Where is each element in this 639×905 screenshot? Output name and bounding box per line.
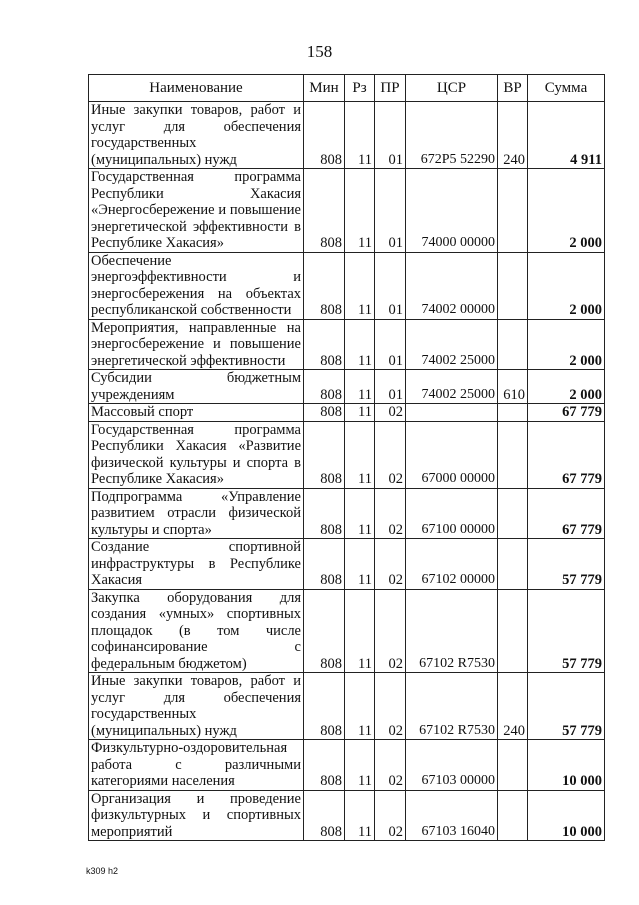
row-min: 808 bbox=[304, 370, 345, 404]
row-csr: 67100 00000 bbox=[406, 488, 498, 539]
row-vr bbox=[498, 404, 528, 422]
table-header-row bbox=[89, 75, 605, 102]
footer-code: k309 h2 bbox=[86, 866, 119, 876]
header-name: Наименование bbox=[89, 75, 304, 102]
row-vr: 240 bbox=[498, 673, 528, 740]
row-min: 808 bbox=[304, 102, 345, 169]
row-sum: 2 000 bbox=[528, 370, 605, 404]
row-csr: 67102 R7530 bbox=[406, 673, 498, 740]
row-vr bbox=[498, 539, 528, 590]
row-csr: 74000 00000 bbox=[406, 169, 498, 253]
row-rz: 11 bbox=[345, 539, 375, 590]
row-sum: 57 779 bbox=[528, 539, 605, 590]
table-row bbox=[89, 673, 605, 740]
row-csr bbox=[406, 404, 498, 422]
row-sum: 67 779 bbox=[528, 421, 605, 488]
row-name: Государственная программа Республики Хакасия «Развитие физической культуры и спорта в Республике Хакасия» bbox=[89, 421, 304, 488]
row-rz: 11 bbox=[345, 488, 375, 539]
row-name: Подпрограмма «Управление развитием отрасли физической культуры и спорта» bbox=[89, 488, 304, 539]
table-row bbox=[89, 488, 605, 539]
row-sum: 2 000 bbox=[528, 169, 605, 253]
row-rz: 11 bbox=[345, 740, 375, 791]
row-csr: 67103 00000 bbox=[406, 740, 498, 791]
row-pr: 02 bbox=[375, 488, 406, 539]
budget-table bbox=[88, 74, 605, 841]
row-min: 808 bbox=[304, 673, 345, 740]
table-row bbox=[89, 404, 605, 422]
row-pr: 02 bbox=[375, 421, 406, 488]
row-rz: 11 bbox=[345, 673, 375, 740]
header-vr: ВР bbox=[498, 75, 528, 102]
row-sum: 67 779 bbox=[528, 488, 605, 539]
row-min: 808 bbox=[304, 319, 345, 370]
row-vr: 610 bbox=[498, 370, 528, 404]
header-rz: Рз bbox=[345, 75, 375, 102]
row-sum: 57 779 bbox=[528, 673, 605, 740]
table-row bbox=[89, 589, 605, 673]
row-csr: 74002 25000 bbox=[406, 370, 498, 404]
row-csr: 67103 16040 bbox=[406, 790, 498, 841]
table-row bbox=[89, 102, 605, 169]
row-pr: 01 bbox=[375, 102, 406, 169]
row-pr: 01 bbox=[375, 370, 406, 404]
row-sum: 10 000 bbox=[528, 740, 605, 791]
row-vr bbox=[498, 169, 528, 253]
row-min: 808 bbox=[304, 252, 345, 319]
row-vr bbox=[498, 589, 528, 673]
page-number: 158 bbox=[306, 42, 333, 61]
header-csr: ЦСР bbox=[406, 75, 498, 102]
row-rz: 11 bbox=[345, 421, 375, 488]
header-pr: ПР bbox=[375, 75, 406, 102]
row-pr: 01 bbox=[375, 319, 406, 370]
row-name: Организация и проведение физкультурных и спортивных мероприятий bbox=[89, 790, 304, 841]
row-min: 808 bbox=[304, 589, 345, 673]
row-rz: 11 bbox=[345, 102, 375, 169]
row-min: 808 bbox=[304, 790, 345, 841]
row-name: Создание спортивной инфраструктуры в Республике Хакасия bbox=[89, 539, 304, 590]
row-name: Обеспечение энергоэффективности и энергосбережения на объектах республиканской собственности bbox=[89, 252, 304, 319]
row-sum: 4 911 bbox=[528, 102, 605, 169]
row-rz: 11 bbox=[345, 319, 375, 370]
row-vr bbox=[498, 488, 528, 539]
row-csr: 74002 25000 bbox=[406, 319, 498, 370]
row-name: Субсидии бюджетным учреждениям bbox=[89, 370, 304, 404]
row-min: 808 bbox=[304, 169, 345, 253]
row-pr: 02 bbox=[375, 539, 406, 590]
row-csr: 67000 00000 bbox=[406, 421, 498, 488]
row-vr: 240 bbox=[498, 102, 528, 169]
row-name: Иные закупки товаров, работ и услуг для обеспечения государственных (муниципальных) нужд bbox=[89, 102, 304, 169]
row-pr: 02 bbox=[375, 673, 406, 740]
table-row bbox=[89, 319, 605, 370]
row-min: 808 bbox=[304, 740, 345, 791]
row-rz: 11 bbox=[345, 404, 375, 422]
row-vr bbox=[498, 790, 528, 841]
row-vr bbox=[498, 319, 528, 370]
row-rz: 11 bbox=[345, 589, 375, 673]
row-vr bbox=[498, 252, 528, 319]
row-sum: 67 779 bbox=[528, 404, 605, 422]
row-name: Массовый спорт bbox=[89, 404, 304, 422]
header-sum: Сумма bbox=[528, 75, 605, 102]
row-sum: 57 779 bbox=[528, 589, 605, 673]
row-rz: 11 bbox=[345, 169, 375, 253]
header-min: Мин bbox=[304, 75, 345, 102]
row-pr: 02 bbox=[375, 790, 406, 841]
row-name: Государственная программа Республики Хакасия «Энергосбережение и повышение энергетической эффективности в Республике Хакасия» bbox=[89, 169, 304, 253]
row-pr: 02 bbox=[375, 404, 406, 422]
table-row bbox=[89, 370, 605, 404]
row-name: Мероприятия, направленные на энергосбережение и повышение энергетической эффективности bbox=[89, 319, 304, 370]
table-row bbox=[89, 169, 605, 253]
row-sum: 2 000 bbox=[528, 319, 605, 370]
table-row bbox=[89, 421, 605, 488]
row-name: Физкультурно-оздоровительная работа с различными категориями населения bbox=[89, 740, 304, 791]
table-row bbox=[89, 740, 605, 791]
row-csr: 67102 00000 bbox=[406, 539, 498, 590]
row-sum: 10 000 bbox=[528, 790, 605, 841]
row-name: Закупка оборудования для создания «умных» спортивных площадок (в том числе софинансирование с федеральным бюджетом) bbox=[89, 589, 304, 673]
row-pr: 02 bbox=[375, 740, 406, 791]
row-min: 808 bbox=[304, 539, 345, 590]
row-sum: 2 000 bbox=[528, 252, 605, 319]
table-row bbox=[89, 252, 605, 319]
row-vr bbox=[498, 740, 528, 791]
row-csr: 74002 00000 bbox=[406, 252, 498, 319]
row-pr: 01 bbox=[375, 252, 406, 319]
row-csr: 672Р5 52290 bbox=[406, 102, 498, 169]
row-csr: 67102 R7530 bbox=[406, 589, 498, 673]
row-name: Иные закупки товаров, работ и услуг для обеспечения государственных (муниципальных) нужд bbox=[89, 673, 304, 740]
row-rz: 11 bbox=[345, 790, 375, 841]
row-min: 808 bbox=[304, 488, 345, 539]
row-pr: 01 bbox=[375, 169, 406, 253]
row-vr bbox=[498, 421, 528, 488]
row-min: 808 bbox=[304, 421, 345, 488]
row-pr: 02 bbox=[375, 589, 406, 673]
table-row bbox=[89, 790, 605, 841]
row-rz: 11 bbox=[345, 252, 375, 319]
table-row bbox=[89, 539, 605, 590]
row-min: 808 bbox=[304, 404, 345, 422]
row-rz: 11 bbox=[345, 370, 375, 404]
